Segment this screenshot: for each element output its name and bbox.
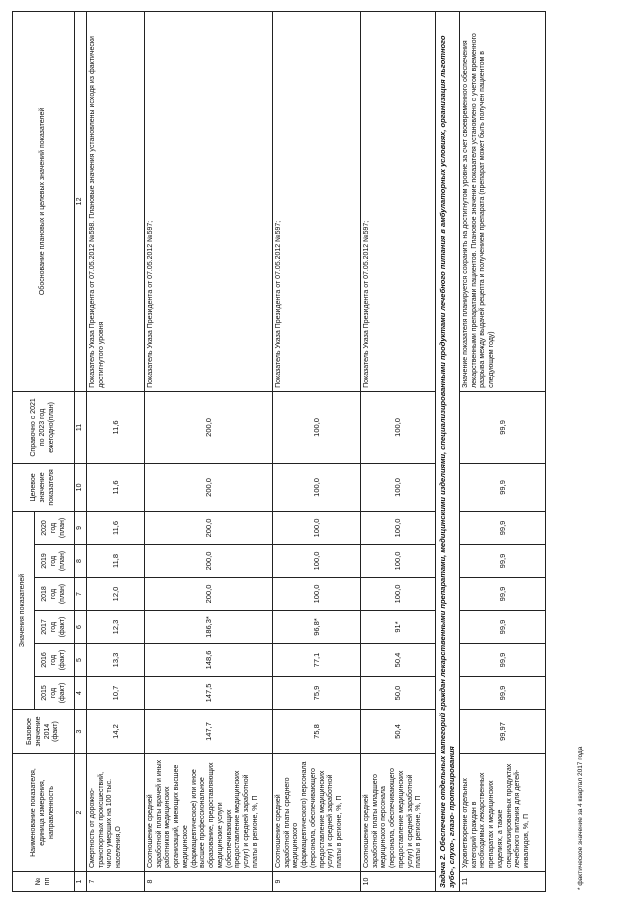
- col-number: 3: [75, 710, 87, 754]
- task-2-heading: Задача 2. Обеспечение отдельных категорий граждан лекарственными препаратами, медицинскими изделиями, специализированными продуктами лечебного питания в амбулаторных условиях, организация льготного зубо-, слухо-, глазо- протезирования: [435, 11, 459, 891]
- value-cell: 77,1: [272, 644, 360, 677]
- value-cell: 100,0: [360, 463, 435, 511]
- col-just-header: Обоснование плановых и целевых значений показателей: [13, 11, 75, 391]
- col-number: 8: [75, 545, 87, 578]
- value-cell: 50,4: [360, 644, 435, 677]
- col-number: 5: [75, 644, 87, 677]
- justification: Показатель Указа Президента от 07.05.2012 №597;: [272, 11, 360, 391]
- value-cell: 100,0: [272, 391, 360, 463]
- column-number-row: [75, 11, 87, 891]
- footnote: * фактическое значение за 4 квартал 2017 года: [577, 746, 584, 890]
- col-number: 6: [75, 611, 87, 644]
- col-number: 2: [75, 754, 87, 872]
- value-cell: 50,0: [360, 677, 435, 710]
- value-cell: 12,3: [86, 611, 144, 644]
- value-cell: 11,6: [86, 511, 144, 544]
- value-cell: 99,9: [459, 391, 545, 463]
- year-header: 2020 год (план): [35, 511, 75, 544]
- value-cell: 11,6: [86, 391, 144, 463]
- justification: Значение показателя планируется сохранить на достигнутом уровне за счет своевременного обеспечения лекарственными препаратами пациентов. Плановое значение показателя установлено с учетом временного разрыва между выдачей рецепта и получением препарата (препарат может быть получен пациентом в следующем году): [459, 11, 545, 391]
- row-number: 9: [272, 872, 360, 892]
- col-number: 7: [75, 578, 87, 611]
- col-no-header: № пп: [13, 872, 75, 892]
- value-cell: 200,0: [144, 578, 272, 611]
- year-header: 2019 год (план): [35, 545, 75, 578]
- year-header: 2015 год (факт): [35, 677, 75, 710]
- row-number: 8: [144, 872, 272, 892]
- value-cell: 99,9: [459, 511, 545, 544]
- value-cell: 99,97: [459, 710, 545, 754]
- indicator-name: Соотношение средней заработной платы врачей и иных работников медицинских организаций, имеющих высшее медицинское (фармацевтическое) или иное высшее профессиональное образование, предоставляющих медицинские услуги (обеспечивающих предоставление медицинских услуг) и средней заработной платы в регионе, %, П: [144, 754, 272, 872]
- value-cell: 75,9: [272, 677, 360, 710]
- col-target-header: Целевое значение показателя: [13, 463, 75, 511]
- value-cell: 148,6: [144, 644, 272, 677]
- row-number: 7: [86, 872, 144, 892]
- indicator-name: Смертность от дорожно-транспортных происшествий, число умерших на 100 тыс. населения,О: [86, 754, 144, 872]
- value-cell: 99,9: [459, 611, 545, 644]
- value-cell: 200,0: [144, 391, 272, 463]
- justification: Показатель Указа Президента от 07.05.2012 №597;: [360, 11, 435, 391]
- year-header: 2017 год (факт): [35, 611, 75, 644]
- col-number: 12: [75, 11, 87, 391]
- value-cell: 100,0: [360, 391, 435, 463]
- value-cell: 99,9: [459, 545, 545, 578]
- value-cell: 100,0: [272, 463, 360, 511]
- indicators-table: [12, 11, 546, 892]
- value-cell: 99,9: [459, 463, 545, 511]
- justification: Показатель Указа Президента от 07.05.2012 №598. Плановые значения установлены исходя из фактически достигнутого уровня: [86, 11, 144, 391]
- year-header: 2016 год (факт): [35, 644, 75, 677]
- value-cell: 100,0: [272, 545, 360, 578]
- col-number: 11: [75, 391, 87, 463]
- value-cell: 100,0: [272, 511, 360, 544]
- value-cell: 12,0: [86, 578, 144, 611]
- col-ref-header: Справочно с 2021 по 2023 год ежегодно(план): [13, 391, 75, 463]
- value-cell: 99,9: [459, 644, 545, 677]
- value-cell: 91*: [360, 611, 435, 644]
- value-cell: 11,6: [86, 463, 144, 511]
- justification: Показатель Указа Президента от 07.05.2012 №597;: [144, 11, 272, 391]
- value-cell: 200,0: [144, 545, 272, 578]
- values-group-header: Значения показателей: [13, 511, 35, 709]
- task-row: [435, 11, 459, 891]
- table-row: [360, 11, 435, 891]
- col-name-header: Наименование показателя, единица измерения, направленность: [13, 754, 75, 872]
- value-cell: 147,7: [144, 710, 272, 754]
- value-cell: 99,9: [459, 677, 545, 710]
- year-header: 2018 год (план): [35, 578, 75, 611]
- value-cell: 147,5: [144, 677, 272, 710]
- value-cell: 100,0: [272, 578, 360, 611]
- table-row: [459, 11, 545, 891]
- value-cell: 14,2: [86, 710, 144, 754]
- value-cell: 75,8: [272, 710, 360, 754]
- row-number: 11: [459, 872, 545, 892]
- col-number: 10: [75, 463, 87, 511]
- value-cell: 100,0: [360, 578, 435, 611]
- value-cell: 50,4: [360, 710, 435, 754]
- value-cell: 11,8: [86, 545, 144, 578]
- table-row: [272, 11, 360, 891]
- value-cell: 100,0: [360, 511, 435, 544]
- value-cell: 200,0: [144, 511, 272, 544]
- value-cell: 13,3: [86, 644, 144, 677]
- col-number: 4: [75, 677, 87, 710]
- col-base-header: Базовое значение 2014 (факт): [13, 710, 75, 754]
- indicator-name: Соотношение средней заработной платы младшего медицинского персонала (персонала, обеспечивающего предоставление медицинских услуг) и средней заработной платы в регионе, %, П: [360, 754, 435, 872]
- value-cell: 96,8*: [272, 611, 360, 644]
- indicator-name: Соотношение средней заработной платы среднего медицинского (фармацевтического) персонала (персонала, обеспечивающего предоставление медицинских услуг) и средней заработной платы в регионе, %, П: [272, 754, 360, 872]
- rotated-page: [12, 12, 632, 892]
- col-number: 1: [75, 872, 87, 892]
- col-number: 9: [75, 511, 87, 544]
- value-cell: 10,7: [86, 677, 144, 710]
- value-cell: 186,3*: [144, 611, 272, 644]
- table-row: [144, 11, 272, 891]
- indicator-name: Удовлетворение отдельных категорий граждан в необходимых лекарственных препаратах и медицинских изделиях, а также специализированных продуктах лечебного питания для детей-инвалидов, %, П: [459, 754, 545, 872]
- value-cell: 99,9: [459, 578, 545, 611]
- value-cell: 100,0: [360, 545, 435, 578]
- row-number: 10: [360, 872, 435, 892]
- value-cell: 200,0: [144, 463, 272, 511]
- table-row: [86, 11, 144, 891]
